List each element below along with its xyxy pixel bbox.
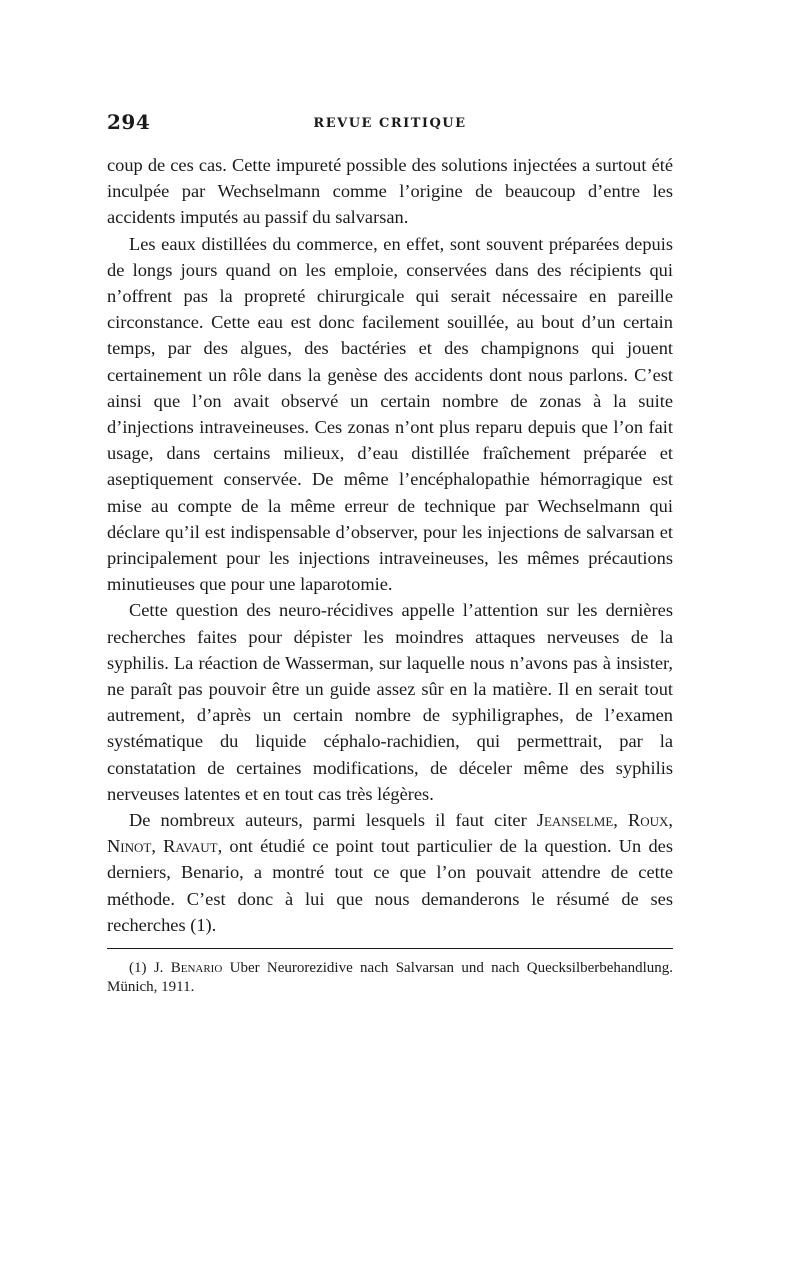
page <box>107 110 673 997</box>
page-number: 294 <box>107 110 151 134</box>
paragraph-4: De nombreux auteurs, parmi lesquels il faut citer Jeanselme, Roux, Ninot, Ravaut, ont étudié ce point tout particulier de la question. Un des derniers, Benario, a montré tout ce que l’on pouvait attendre de cette méthode. C’est donc à lui que nous demanderons le résumé de ses recherches (1). <box>107 810 673 935</box>
footnote-rule <box>107 948 673 949</box>
paragraph-4-rest: , ont étudié ce point tout particulier de la question. Un des derniers, Benario, a montré tout ce que l’on pouvait attendre de cette méthode. C’est donc à lui que nous demanderons le résumé de ses recherches (1). <box>107 836 673 935</box>
footnote <box>107 959 673 997</box>
running-head <box>107 110 673 140</box>
body-text <box>107 152 673 938</box>
running-title: REVUE CRITIQUE <box>313 116 467 131</box>
author-ravaut: Ravaut <box>163 836 218 857</box>
paragraph-2: Les eaux distillées du commerce, en effet, sont souvent préparées depuis de longs jours quand on les emploie, conservées dans des récipients qui n’offrent pas la propreté chirurgicale qui serait nécessaire en pareille circonstance. Cette eau est donc facilement souillée, au bout d’un certain temps, par des algues, des bactéries et des champignons qui jouent certainement un rôle dans la genèse des accidents dont nous parlons. C’est ainsi que l’on avait observé un certain nombre de zonas à la suite d’injections intraveineuses. Ces zonas n’ont plus reparu depuis que l’on fait usage, dans certains milieux, d’eau distillée fraîchement préparée et aseptiquement conservée. De même l’encéphalopathie hémorragique est mise au compte de la même erreur de technique par Wechselmann qui déclare qu’il est indispensable d’observer, pour les injections de salvarsan et principalement pour les injections intraveineuses, les mêmes précautions minutieuses que pour une laparotomie. <box>107 233 673 595</box>
paragraph-4-intro: De nombreux auteurs, parmi lesquels il faut citer <box>129 810 527 831</box>
author-roux: Roux <box>627 810 669 831</box>
author-jeanselme: Jeanselme <box>536 810 614 831</box>
footnote-text: Uber Neurorezidive nach Salvarsan und nach Quecksilberbehandlung. Münich, 1911. <box>107 960 673 996</box>
paragraph-1: coup de ces cas. Cette impureté possible des solutions injectées a surtout été inculpée par Wechselmann comme l’origine de beaucoup d’entre les accidents imputés au passif du salvarsan. <box>107 155 673 228</box>
footnote-marker: (1) J. <box>129 960 164 977</box>
footnote-author: Benario <box>170 960 223 977</box>
paragraph-3: Cette question des neuro-récidives appelle l’attention sur les dernières recherches faites pour dépister les moindres attaques nerveuses de la syphilis. La réaction de Wasserman, sur laquelle nous n’avons pas à insister, ne paraît pas pouvoir être un guide assez sûr en la matière. Il en serait tout autrement, d’après un certain nombre de syphiligraphes, de l’examen systématique du liquide céphalo-rachidien, qui permettrait, par la constatation de certaines modifications, de déceler même des syphilis nerveuses latentes et en tout cas très légères. <box>107 600 673 804</box>
author-ninot: Ninot <box>107 836 152 857</box>
